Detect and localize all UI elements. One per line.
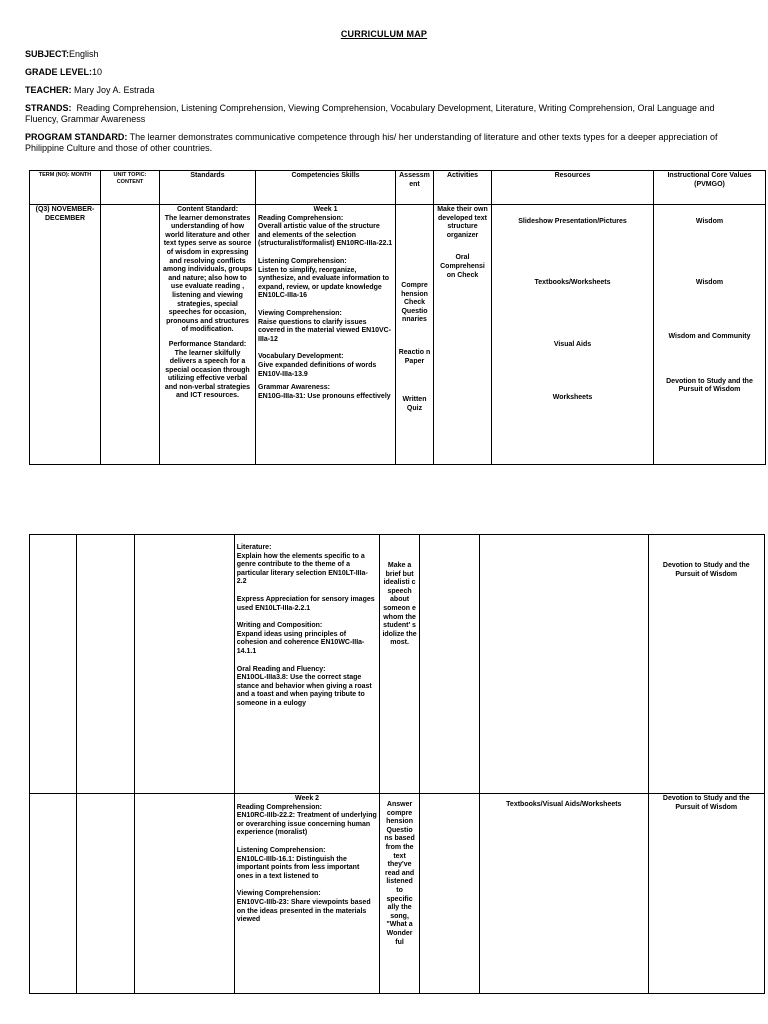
core-value-item: Wisdom	[695, 218, 724, 225]
activity-item: Make their own developed text structure organizer	[437, 206, 488, 239]
content-standard-text: The learner demonstrates understanding of how world literature and other text types serve as source of wisdom in expressing and resolving conflicts among individuals, groups and nature; also how to use evaluate reading , listening and viewing strategies, special speeches for occasion, pronouns and structures of modification.	[162, 214, 253, 334]
strands-line	[25, 103, 745, 125]
competency-label: Reading Comprehension:	[258, 214, 344, 222]
core-values-cell	[654, 205, 766, 465]
competency-label: Listening Comprehension:	[236, 846, 326, 854]
header-unit-topic: UNIT TOPIC: CONTENT	[101, 171, 160, 205]
activities-cell	[419, 794, 479, 994]
strands-label: STRANDS:	[25, 103, 72, 113]
header-competencies: Competencies Skills	[256, 171, 396, 205]
standards-cell	[160, 205, 256, 465]
competency-label: Grammar Awareness:	[258, 384, 330, 392]
content-standard-label: Content Standard:	[176, 206, 239, 213]
resources-cell	[480, 535, 648, 794]
table-header-row	[30, 171, 766, 205]
term-cell	[30, 794, 77, 994]
activities-cell	[419, 535, 479, 794]
table-row	[30, 205, 766, 465]
competency-text: EN10LC-IIIb-16.1: Distinguish the important points from less important ones in a text listened to	[236, 855, 360, 880]
teacher-label: TEACHER:	[25, 85, 72, 95]
header-assessment: Assessm ent	[396, 171, 434, 205]
competency-label: Oral Reading and Fluency:	[236, 665, 326, 673]
competency-text: EN10VC-IIIb-23: Share viewpoints based on the ideas presented in the materials viewed	[236, 898, 371, 924]
core-value-item: Devotion to Study and the Pursuit of Wisdom	[662, 795, 750, 811]
performance-standard-label: Performance Standard:	[168, 340, 247, 348]
assessment-item: Compre hension Check Questio nnaries	[401, 282, 428, 324]
competency-label: Writing and Composition:	[236, 622, 323, 630]
grade-line	[25, 67, 102, 78]
assessment-cell	[380, 794, 420, 994]
unit-topic-cell	[76, 535, 134, 794]
header-resources: Resources	[492, 171, 654, 205]
unit-topic-cell	[76, 794, 134, 994]
competency-label: Viewing Comprehension:	[258, 309, 342, 317]
core-value-item: Wisdom and Community	[668, 333, 751, 341]
resources-cell	[480, 794, 648, 994]
core-values-cell	[648, 794, 764, 994]
resources-cell	[492, 205, 654, 465]
competency-label: Listening Comprehension:	[258, 257, 347, 265]
competency-text: Expand ideas using principles of cohesion and coherence EN10WC-IIIa-14.1.1	[236, 630, 365, 655]
competency-text: Listen to simplify, reorganize, synthesize, and evaluate information to expand, review, or update knowledge EN10LC-IIIa-16	[258, 266, 390, 300]
competency-text: Overall artistic value of the structure and elements of the selection (structuralist/formalist) EN10RC-IIIa-22.1	[258, 223, 393, 248]
assessment-item: Reactio n Paper	[398, 348, 431, 365]
competency-label: Reading Comprehension:	[236, 803, 322, 811]
header-standards: Standards	[160, 171, 256, 205]
subject-value: English	[69, 49, 99, 59]
header-activities: Activities	[434, 171, 492, 205]
competencies-cell	[256, 205, 396, 465]
competency-text: Explain how the elements specific to a genre contribute to the theme of a particular literary selection EN10LT-IIIa-2.2	[236, 552, 368, 586]
core-value-item: Devotion to Study and the Pursuit of Wisdom	[662, 562, 750, 578]
assessment-cell	[380, 535, 420, 794]
strands-value: Reading Comprehension, Listening Comprehension, Viewing Comprehension, Vocabulary Development, Literature, Writing Comprehension, Oral Language and Fluency, Grammar Awareness	[25, 103, 715, 124]
subject-line	[25, 49, 99, 60]
competency-label: Literature:	[236, 544, 272, 551]
resource-item: Slideshow Presentation/Pictures	[518, 218, 627, 225]
grade-label: GRADE LEVEL:	[25, 67, 93, 77]
resource-item: Textbooks/Visual Aids/Worksheets	[506, 801, 622, 808]
teacher-line	[25, 85, 155, 96]
core-values-cell	[648, 535, 764, 794]
document-title: CURRICULUM MAP	[340, 29, 428, 39]
program-standard-line	[25, 132, 745, 154]
table-row	[30, 535, 765, 794]
header-term: TERM (NO): MONTH	[30, 171, 101, 205]
competency-label: Viewing Comprehension:	[236, 890, 321, 898]
assessment-item: Written Quiz	[402, 396, 427, 412]
term-cell	[30, 535, 77, 794]
term-cell: (Q3) NOVEMBER-DECEMBER	[30, 205, 101, 465]
competency-text: Raise questions to clarify issues covered in the material viewed EN10VC-IIIa-12	[258, 318, 392, 343]
standards-cell	[134, 794, 234, 994]
week-label: Week 1	[313, 206, 338, 213]
core-value-item: Wisdom	[695, 278, 724, 286]
unit-topic-cell	[101, 205, 160, 465]
subject-label: SUBJECT:	[25, 49, 70, 59]
competency-text: EN10G-IIIa-31: Use pronouns effectively	[258, 392, 391, 400]
resource-item: Worksheets	[552, 393, 593, 401]
program-standard-label: PROGRAM STANDARD:	[25, 132, 128, 142]
competencies-cell	[234, 794, 380, 994]
header-core-values: Instructional Core Values (PVMGO)	[654, 171, 766, 205]
competency-text: EN10RC-IIIb-22.2: Treatment of underlying or overarching issue concerning human experience (moralist)	[236, 812, 377, 837]
curriculum-table-week1	[29, 170, 766, 465]
competency-text: Give expanded definitions of words EN10V-IIIa-13.9	[258, 361, 377, 378]
table-row	[30, 794, 765, 994]
competency-text: EN10OL-IIIa3.8: Use the correct stage stance and behavior when giving a roast and a toast and when paying tribute to someone in a eulogy	[236, 674, 372, 707]
competency-label: Vocabulary Development:	[258, 353, 344, 361]
assessment-cell	[396, 205, 434, 465]
standards-cell	[134, 535, 234, 794]
core-value-item: Devotion to Study and the Pursuit of Wisdom	[666, 377, 753, 394]
week-label: Week 2	[295, 795, 320, 802]
teacher-value: Mary Joy A. Estrada	[74, 85, 155, 95]
activity-item: Oral Comprehensi on Check	[440, 254, 485, 279]
assessment-item: Make a brief but idealisti c speech about someon e whom the student' s idolize the most.	[382, 562, 417, 647]
performance-standard-text: The learner skilfully delivers a speech for a special occasion through utilizing effective verbal and non-verbal strategies and ICT resources.	[164, 349, 251, 400]
grade-value: 10	[92, 67, 103, 77]
activities-cell	[434, 205, 492, 465]
program-standard-value: The learner demonstrates communicative competence through his/ her understanding of literature and other texts types for a deeper appreciation of Philippine Culture and those of other countries.	[25, 132, 718, 153]
resource-item: Visual Aids	[553, 341, 592, 349]
assessment-item: Answer compre hension Questio ns based from the text they've read and listened to specific ally the song, "What a Wonder ful	[384, 801, 415, 946]
resource-item: Textbooks/Worksheets	[534, 278, 611, 286]
competencies-cell	[234, 535, 380, 794]
competency-text: Express Appreciation for sensory images used EN10LT-IIIa-2.2.1	[236, 595, 375, 612]
curriculum-table-week2	[29, 534, 765, 994]
